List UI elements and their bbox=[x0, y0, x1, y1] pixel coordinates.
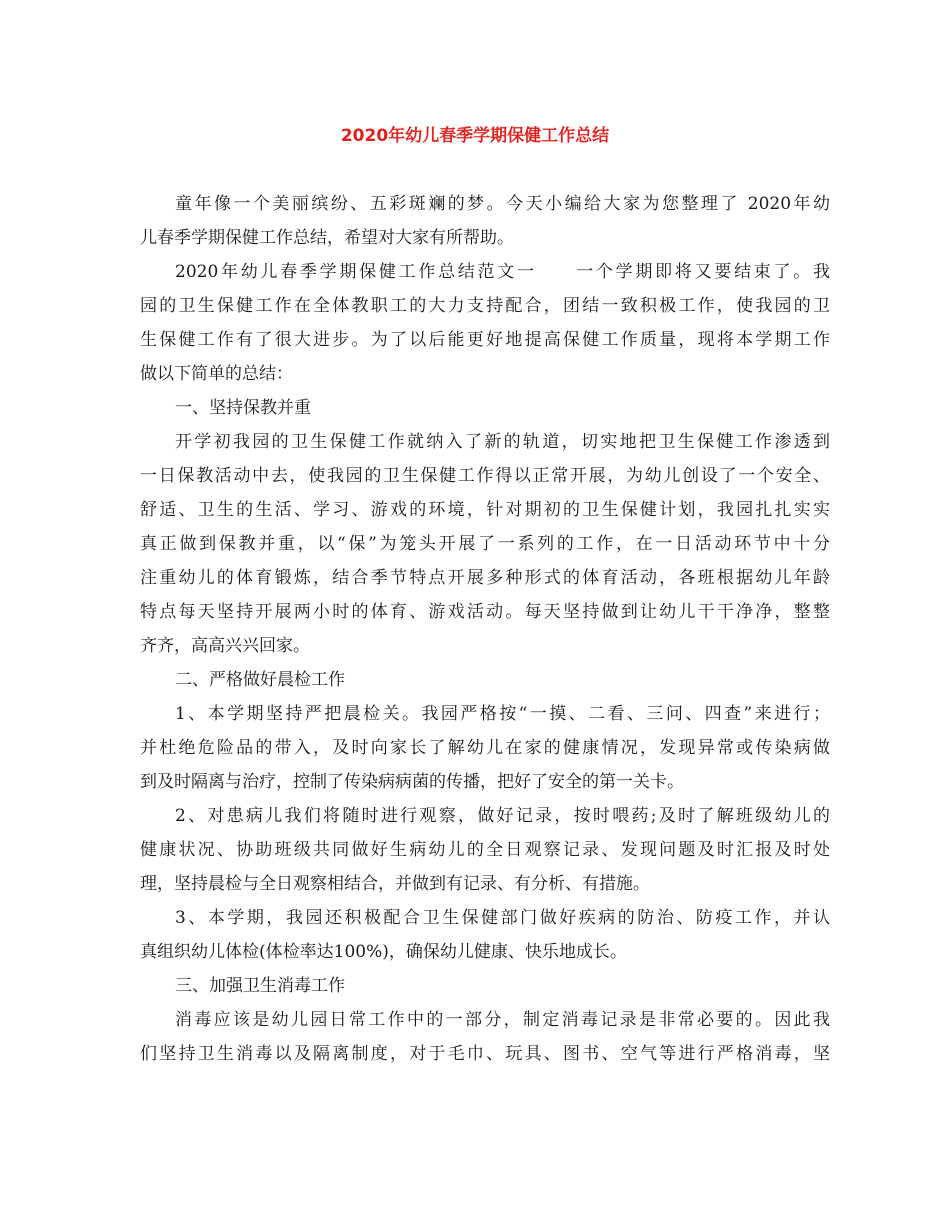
section-heading: 一、坚持保教并重 bbox=[175, 398, 311, 418]
paragraph-line: 一日保教活动中去，使我园的卫生保健工作得以正常开展，为幼儿创设了一个安全、 bbox=[140, 466, 830, 486]
paragraph-line: 到及时隔离与治疗，控制了传染病病菌的传播，把好了安全的第一关卡。 bbox=[140, 772, 684, 792]
paragraph-line: 开学初我园的卫生保健工作就纳入了新的轨道，切实地把卫生保健工作渗透到 bbox=[175, 432, 830, 452]
paragraph-line: 注重幼儿的体育锻炼，结合季节特点开展多种形式的体育活动，各班根据幼儿年龄 bbox=[140, 568, 830, 588]
paragraph-line: 理，坚持晨检与全日观察相结合，并做到有记录、有分析、有措施。 bbox=[140, 874, 650, 894]
paragraph-line: 真组织幼儿体检(体检率达100%)，确保幼儿健康、快乐地成长。 bbox=[140, 942, 627, 962]
paragraph-line: 2020年幼儿春季学期保健工作总结范文一 一个学期即将又要结束了。我 bbox=[175, 262, 830, 282]
paragraph-line: 健康状况、协助班级共同做好生病幼儿的全日观察记录、发现问题及时汇报及时处 bbox=[140, 840, 830, 860]
paragraph-line: 并杜绝危险品的带入，及时向家长了解幼儿在家的健康情况，发现异常或传染病做 bbox=[140, 738, 830, 758]
paragraph-line: 儿春季学期保健工作总结，希望对大家有所帮助。 bbox=[140, 228, 514, 248]
paragraph-line: 特点每天坚持开展两小时的体育、游戏活动。每天坚持做到让幼儿干干净净，整整 bbox=[140, 602, 830, 622]
section-heading: 二、严格做好晨检工作 bbox=[175, 670, 345, 690]
section-heading: 三、加强卫生消毒工作 bbox=[175, 976, 345, 996]
paragraph-line: 消毒应该是幼儿园日常工作中的一部分，制定消毒记录是非常必要的。因此我 bbox=[175, 1010, 830, 1030]
paragraph-line: 童年像一个美丽缤纷、五彩斑斓的梦。今天小编给大家为您整理了 2020年幼 bbox=[175, 194, 830, 214]
document-title: 2020年幼儿春季学期保健工作总结 bbox=[340, 126, 610, 146]
paragraph-line: 舒适、卫生的生活、学习、游戏的环境，针对期初的卫生保健计划，我园扎扎实实 bbox=[140, 500, 830, 520]
paragraph-line: 园的卫生保健工作在全体教职工的大力支持配合，团结一致积极工作，使我园的卫 bbox=[140, 296, 830, 316]
paragraph-line: 做以下简单的总结： bbox=[140, 364, 293, 384]
paragraph-line: 1、本学期坚持严把晨检关。我园严格按“一摸、二看、三问、四查”来进行； bbox=[175, 704, 830, 724]
paragraph-line: 2、对患病儿我们将随时进行观察，做好记录，按时喂药;及时了解班级幼儿的 bbox=[175, 806, 830, 826]
paragraph-line: 真正做到保教并重，以“保”为笼头开展了一系列的工作，在一日活动环节中十分 bbox=[140, 534, 830, 554]
paragraph-line: 们坚持卫生消毒以及隔离制度，对于毛巾、玩具、图书、空气等进行严格消毒，坚 bbox=[140, 1044, 830, 1064]
paragraph-line: 3、本学期，我园还积极配合卫生保健部门做好疾病的防治、防疫工作，并认 bbox=[175, 908, 830, 928]
paragraph-line: 生保健工作有了很大进步。为了以后能更好地提高保健工作质量，现将本学期工作 bbox=[140, 330, 830, 350]
paragraph-line: 齐齐，高高兴兴回家。 bbox=[140, 636, 310, 656]
